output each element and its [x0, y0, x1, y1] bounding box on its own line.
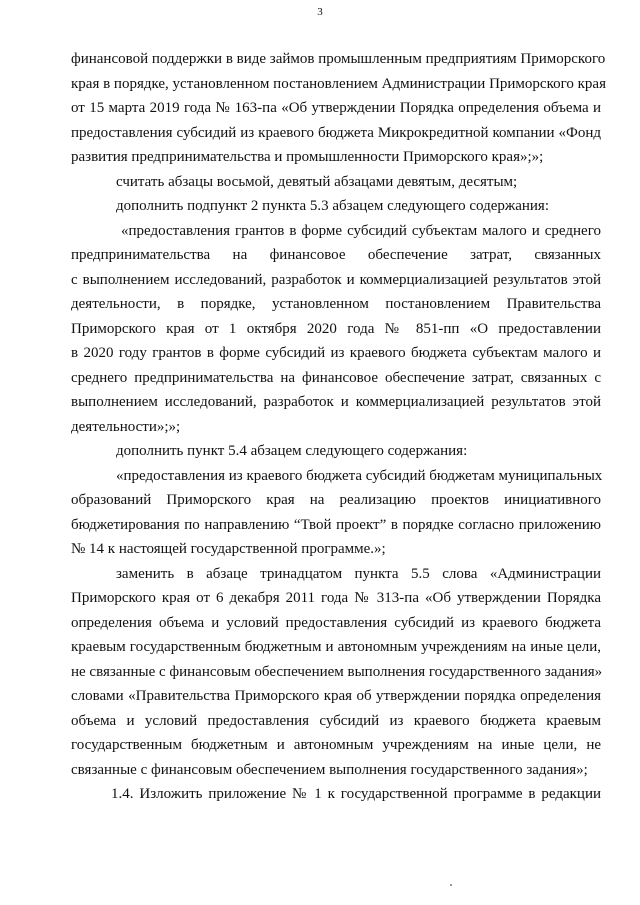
text-line: предпринимательства на финансовое обеспечение затрат, связанных: [71, 247, 601, 263]
text-line: «предоставления из краевого бюджета субсидий бюджетам муниципальных: [116, 467, 603, 484]
text-line: 1.4. Изложить приложение № 1 к государственной программе в редакции: [111, 786, 601, 802]
text-line: от 15 марта 2019 года № 163-па «Об утверждении Порядка определения объема и: [71, 100, 601, 116]
text-line: деятельности, в порядке, установленном постановлением Правительства: [71, 296, 601, 312]
text-line: не связанные с финансовым обеспечением выполнения государственного задания»: [71, 663, 603, 680]
text-line: объема и условий предоставления субсидий из краевого бюджета краевым: [71, 712, 601, 729]
text-line: определения объема и условий предоставления субсидий из краевого бюджета: [71, 614, 601, 631]
text-line: Приморского края от 6 декабря 2011 года № 313-па «Об утверждении Порядка: [71, 590, 601, 606]
text-line: «предоставления грантов в форме субсидий субъектам малого и среднего: [121, 222, 601, 239]
text-line: государственным бюджетным и автономным учреждениям на иные цели, не: [71, 737, 601, 753]
page-number: 3: [317, 6, 323, 18]
text-line: с выполнением исследований, разработок и коммерциализацией результатов этой: [71, 271, 601, 288]
scan-speck: [450, 884, 452, 886]
text-line: в 2020 году грантов в форме субсидий из краевого бюджета субъектам малого и: [71, 345, 601, 361]
text-line: деятельности»;»;: [71, 418, 181, 435]
text-line: словами «Правительства Приморского края об утверждении порядка определения: [71, 688, 601, 704]
text-line: связанные с финансовым обеспечением выполнения государственного задания»;: [71, 761, 588, 778]
text-line: № 14 к настоящей государственной программе.»;: [71, 541, 386, 557]
text-line: среднего предпринимательства на финансовое обеспечение затрат, связанных с: [71, 369, 601, 386]
text-line: предоставления субсидий из краевого бюджета Микрокредитной компании «Фонд: [71, 124, 601, 141]
text-line: края в порядке, установленном постановлением Администрации Приморского края: [71, 75, 606, 92]
text-line: развития предпринимательства и промышленности Приморского края»;»;: [71, 149, 544, 165]
document-body: [71, 47, 606, 807]
text-line: финансовой поддержки в виде займов промышленным предприятиям Приморского: [71, 51, 606, 67]
text-line: бюджетирования по направлению “Твой проект” в порядке согласно приложению: [71, 516, 601, 533]
text-line: считать абзацы восьмой, девятый абзацами девятым, десятым;: [116, 173, 518, 190]
text-line: образований Приморского края на реализацию проектов инициативного: [71, 492, 601, 508]
text-line: дополнить подпункт 2 пункта 5.3 абзацем следующего содержания:: [116, 198, 550, 214]
text-line: Приморского края от 1 октября 2020 года № 851-пп «О предоставлении: [71, 320, 601, 337]
text-line: дополнить пункт 5.4 абзацем следующего содержания:: [116, 443, 468, 459]
text-line: краевым государственным бюджетным и автономным учреждениям на иные цели,: [71, 639, 601, 655]
text-line: выполнением исследований, разработок и коммерциализацией результатов этой: [71, 394, 601, 410]
text-line: заменить в абзаце тринадцатом пункта 5.5 слова «Администрации: [116, 565, 601, 582]
